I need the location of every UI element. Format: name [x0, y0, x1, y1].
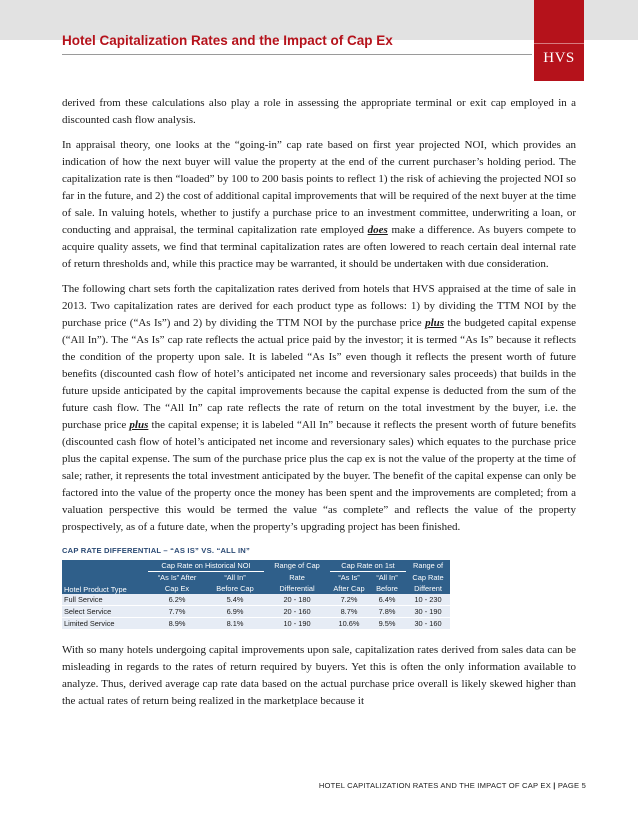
cell-first-all-in: 9.5%	[368, 618, 406, 630]
sub-header-all-in-l1: “All In”	[206, 572, 264, 584]
emphasis-does: does	[367, 224, 388, 236]
sub-header-as-is-l2: Cap Ex	[148, 583, 206, 594]
cell-first-all-in: 6.4%	[368, 594, 406, 606]
page-title: Hotel Capitalization Rates and the Impact of Cap Ex	[62, 33, 393, 48]
footer-separator: |	[553, 781, 556, 790]
cell-first-as-is: 8.7%	[330, 606, 368, 618]
emphasis-plus-1: plus	[425, 317, 445, 329]
group-header-range-2-l1: Range of	[406, 560, 450, 572]
logo-stripe	[534, 43, 584, 44]
cell-range-2: 30 - 160	[406, 618, 450, 630]
group-header-range-1-l1: Range of Cap	[264, 560, 330, 572]
cell-first-as-is: 10.6%	[330, 618, 368, 630]
cap-rate-table	[62, 560, 450, 630]
header-divider	[62, 54, 532, 55]
paragraph-2-text-a: In appraisal theory, one looks at the “going-in” cap rate based on first year projected NOI, which provides an indication of how the next buyer will value the property at the end of the current purchaser’s holding period. The capitalization rate is then “loaded” by 100 to 200 basis points to reflect 1) the risk of achieving the projected NOI so far in the future, and 2) the cost of additional capital improvements that will be required of the next buyer at the time of sale. In valuing hotels, whether to justify a purchase price to an investment committee, underwriting a loan, or conducting and appraisal, the terminal capitalization rate employed	[62, 139, 576, 236]
cell-range-2: 30 - 190	[406, 606, 450, 618]
cell-product-type: Full Service	[62, 594, 148, 606]
sub-header-as-is-l1: “As Is” After	[148, 572, 206, 584]
sub-header-first-as-is-l2: After Cap	[330, 583, 368, 594]
paragraph-3-text-a: The following chart sets forth the capitalization rates derived from hotels that HVS appraised at the time of sale in 2013. Two capitalization rates are derived for each product type as follows: 1) by dividing the TTM NOI by the purchase price (“As Is”) and 2) by dividing the TTM NOI by the purchase price	[62, 283, 576, 329]
page-number: PAGE 5	[557, 781, 586, 790]
cell-hist-as-is: 6.2%	[148, 594, 206, 606]
group-header-historical: Cap Rate on Historical NOI	[148, 560, 264, 572]
paragraph-3	[62, 281, 576, 536]
sub-header-all-in-l2: Before Cap	[206, 583, 264, 594]
sub-header-first-as-is-l1: “As Is”	[330, 572, 368, 584]
group-header-range-1-l2: Rate	[264, 572, 330, 584]
sub-header-first-all-in-l1: “All In”	[368, 572, 406, 584]
table-row	[62, 594, 450, 606]
logo-text: HVS	[543, 50, 575, 66]
cell-hist-as-is: 8.9%	[148, 618, 206, 630]
footer-title: HOTEL CAPITALIZATION RATES AND THE IMPACT OF CAP EX	[318, 781, 551, 790]
paragraph-1: derived from these calculations also play a role in assessing the appropriate terminal or exit cap employed in a discounted cash flow analysis.	[62, 97, 576, 126]
paragraph-3-text-c: the capital expense; it is labeled “All In” because it reflects the present worth of future benefits (discounted cash flow of hotel’s anticipated net income and reversionary sales) which equates to the purchase price plus the capital expense. The sum of the purchase price plus the cap ex is not the value of the property at the time of sale; rather, it represents the total investment anticipated by the buyer. The benefit of the capital expense can only be factored into the value of the property once the money has been spent and the improvements are completed; from a valuation perspective this would be termed the value “as complete” and reflects the value of the property prospectively, as of a future date, when the property’s upgrading project has been finished.	[62, 419, 576, 533]
cell-product-type: Limited Service	[62, 618, 148, 630]
cell-hist-all-in: 6.9%	[206, 606, 264, 618]
paragraph-4: With so many hotels undergoing capital improvements upon sale, capitalization rates derived from sales data can be misleading in regards to the rates of return required by buyers. Yet this is often the only information available to analyze. Thus, derived average cap rate data based on the actual purchase price overall is likely skewed higher than the actual rates of return being realized in the marketplace because it	[62, 644, 576, 707]
table-row	[62, 618, 450, 630]
group-header-first: Cap Rate on 1st	[330, 560, 406, 572]
sub-header-first-all-in-l2: Before	[368, 583, 406, 594]
cell-range-2: 10 - 230	[406, 594, 450, 606]
paragraph-3-text-b: the budgeted capital expense (“All In”). The “As Is” cap rate reflects the actual price paid by the investor; it is termed “As Is” because it reflects the condition of the property upon sale. It is labeled “As Is” even though it reflects the present worth of future benefits (discounted cash flow of hotel’s anticipated net income and reversionary sales proceeds) that builds in the future upside anticipated by the capital improvements because the capital expense is deducted from the sum of the future cash flow. The “All In” cap rate reflects the rate of return on the total investment by the buyer, i.e. the purchase price	[62, 317, 576, 431]
paragraph-2-text-b: make a difference. As buyers compete to acquire quality assets, we find that terminal capitalization rates are often lowered to reach certain deal internal rate of return thresholds and, while this practice may be warranted, it should be undertaken with due consideration.	[62, 224, 576, 270]
cell-first-as-is: 7.2%	[330, 594, 368, 606]
group-header-range-1-l3: Differential	[264, 583, 330, 594]
cell-range-1: 20 - 160	[264, 606, 330, 618]
cell-range-1: 20 - 180	[264, 594, 330, 606]
cell-range-1: 10 - 190	[264, 618, 330, 630]
page-footer	[0, 781, 586, 790]
cell-first-all-in: 7.8%	[368, 606, 406, 618]
cell-product-type: Select Service	[62, 606, 148, 618]
cell-hist-all-in: 8.1%	[206, 618, 264, 630]
hvs-logo	[534, 0, 584, 81]
document-body	[62, 95, 576, 718]
emphasis-plus-2: plus	[129, 419, 149, 431]
table-title: CAP RATE DIFFERENTIAL – “AS IS” VS. “ALL IN”	[62, 546, 250, 555]
group-header-range-2-l3: Different	[406, 583, 450, 594]
col-header-product-type: Hotel Product Type	[62, 560, 148, 594]
group-header-range-2-l2: Cap Rate	[406, 572, 450, 584]
cell-hist-all-in: 5.4%	[206, 594, 264, 606]
cell-hist-as-is: 7.7%	[148, 606, 206, 618]
table-row	[62, 606, 450, 618]
paragraph-2	[62, 137, 576, 273]
